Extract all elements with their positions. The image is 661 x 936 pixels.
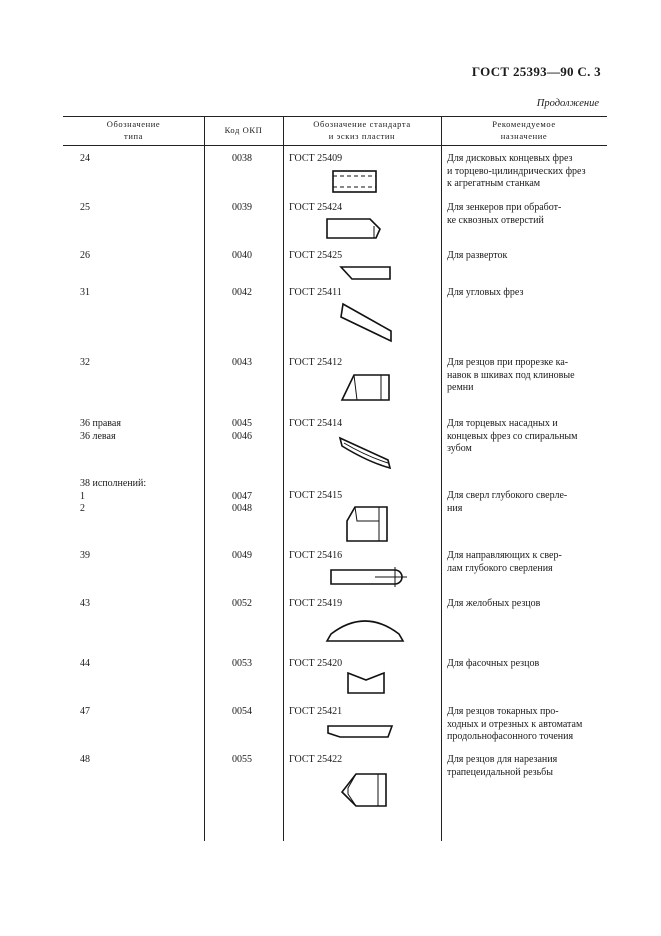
slim-bevel-plate-icon bbox=[326, 723, 396, 741]
type-designation: 43 bbox=[80, 598, 90, 609]
standard-ref: ГОСТ 25421 bbox=[289, 706, 343, 717]
standard-ref: ГОСТ 25416 bbox=[289, 550, 343, 561]
purpose-text: Для направляющих к свер- лам глубокого сверления bbox=[447, 550, 562, 574]
standard-ref: ГОСТ 25425 bbox=[289, 250, 343, 261]
okp-code: 0047 0048 bbox=[232, 490, 252, 514]
purpose-text: Для резцов для нарезания трапецеидальной резьбы bbox=[447, 754, 558, 778]
segment-plate-icon bbox=[325, 614, 405, 644]
column-header-standard: Обозначение стандарта и эскиз пластин bbox=[313, 119, 411, 141]
standard-ref: ГОСТ 25420 bbox=[289, 658, 343, 669]
pentagon-plate-icon bbox=[345, 505, 391, 545]
purpose-text: Для фасочных резцов bbox=[447, 658, 540, 669]
purpose-text: Для разверток bbox=[447, 250, 508, 261]
standard-ref: ГОСТ 25412 bbox=[289, 357, 343, 368]
standard-ref: ГОСТ 25409 bbox=[289, 153, 343, 164]
table-top-rule bbox=[63, 116, 607, 117]
okp-code: 0038 bbox=[232, 153, 252, 164]
purpose-text: Для сверл глубокого сверле- ния bbox=[447, 490, 568, 514]
type-designation: 36 правая 36 левая bbox=[80, 418, 121, 442]
okp-code: 0049 bbox=[232, 550, 252, 561]
spiral-plate-icon bbox=[338, 436, 392, 470]
type-designation: 38 исполнений: 1 2 bbox=[80, 478, 147, 514]
trapezoid-thread-plate-icon bbox=[340, 772, 390, 808]
standard-ref: ГОСТ 25411 bbox=[289, 287, 342, 298]
type-designation: 31 bbox=[80, 287, 90, 298]
guide-plate-icon bbox=[329, 566, 409, 588]
column-divider bbox=[204, 117, 205, 841]
type-designation: 25 bbox=[80, 202, 90, 213]
purpose-text: Для угловых фрез bbox=[447, 287, 524, 298]
okp-code: 0052 bbox=[232, 598, 252, 609]
standard-ref: ГОСТ 25415 bbox=[289, 490, 343, 501]
standard-ref: ГОСТ 25422 bbox=[289, 754, 343, 765]
purpose-text: Для резцов при прорезке ка- навок в шкивах под клиновые ремни bbox=[447, 357, 575, 393]
purpose-text: Для зенкеров при обработ- ке сквозных отверстий bbox=[447, 202, 562, 226]
purpose-text: Для дисковых концевых фрез и торцево-цилиндрических фрез к агрегатным станкам bbox=[447, 153, 586, 189]
page-header: ГОСТ 25393—90 С. 3 bbox=[471, 64, 601, 79]
column-header-code: Код ОКП bbox=[224, 125, 263, 135]
type-designation: 26 bbox=[80, 250, 90, 261]
okp-code: 0045 0046 bbox=[232, 418, 252, 442]
thin-plate-icon bbox=[340, 265, 392, 281]
standard-ref: ГОСТ 25419 bbox=[289, 598, 343, 609]
chamfered-plate-icon bbox=[326, 218, 382, 240]
standard-ref: ГОСТ 25414 bbox=[289, 418, 343, 429]
purpose-text: Для резцов токарных про- ходных и отрезных к автоматам продольнофасонного точения bbox=[447, 706, 583, 742]
column-header-type: Обозначение типа bbox=[106, 119, 161, 141]
okp-code: 0040 bbox=[232, 250, 252, 261]
type-designation: 47 bbox=[80, 706, 90, 717]
type-designation: 39 bbox=[80, 550, 90, 561]
column-divider bbox=[441, 117, 442, 841]
purpose-text: Для торцевых насадных и концевых фрез со спиральным зубом bbox=[447, 418, 578, 454]
standard-ref: ГОСТ 25424 bbox=[289, 202, 343, 213]
column-header-purpose: Рекомендуемое назначение bbox=[492, 119, 556, 141]
table-header-rule bbox=[63, 145, 607, 146]
okp-code: 0053 bbox=[232, 658, 252, 669]
notched-plate-icon bbox=[346, 671, 388, 695]
parallelogram-plate-icon bbox=[339, 303, 393, 343]
dashed-rectangle-icon bbox=[332, 170, 378, 194]
type-designation: 48 bbox=[80, 754, 90, 765]
type-designation: 32 bbox=[80, 357, 90, 368]
purpose-text: Для желобных резцов bbox=[447, 598, 541, 609]
continuation-label: Продолжение bbox=[536, 98, 599, 109]
okp-code: 0055 bbox=[232, 754, 252, 765]
trapezoid-plate-icon bbox=[340, 373, 392, 403]
column-divider bbox=[283, 117, 284, 841]
okp-code: 0042 bbox=[232, 287, 252, 298]
okp-code: 0054 bbox=[232, 706, 252, 717]
type-designation: 24 bbox=[80, 153, 90, 164]
type-designation: 44 bbox=[80, 658, 90, 669]
okp-code: 0039 bbox=[232, 202, 252, 213]
okp-code: 0043 bbox=[232, 357, 252, 368]
